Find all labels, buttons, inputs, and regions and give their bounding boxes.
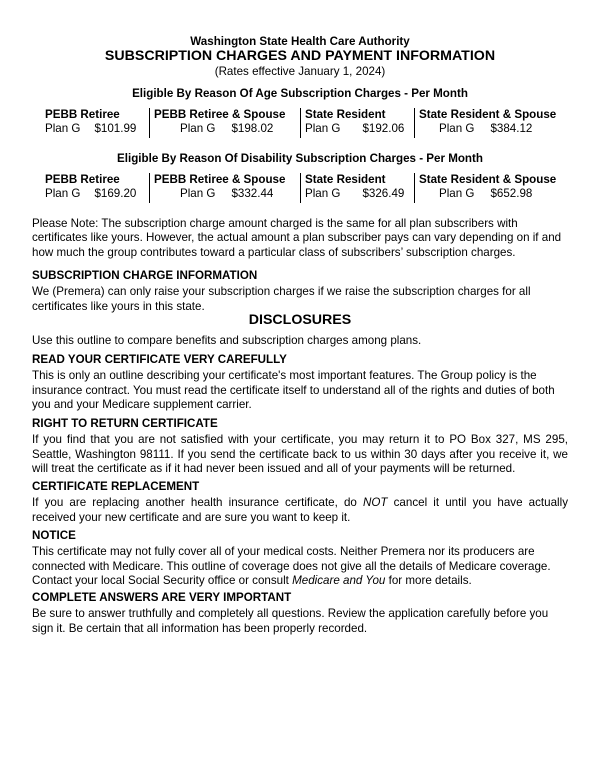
dis-col-state-resident-spouse xyxy=(414,173,569,203)
emphasis: NOT xyxy=(363,496,388,510)
section-text xyxy=(32,545,568,588)
org-name: Washington State Health Care Authority xyxy=(190,35,410,48)
age-table-heading: Eligible By Reason Of Age Subscription Charges - Per Month xyxy=(132,87,468,100)
age-col-state-resident xyxy=(300,108,413,138)
age-charges-table xyxy=(45,108,565,138)
plan-name: Plan G xyxy=(180,187,216,201)
section-right-to-return xyxy=(32,417,568,476)
rates-effective: (Rates effective January 1, 2024) xyxy=(214,65,386,78)
col-label: PEBB Retiree xyxy=(45,173,120,186)
col-label: PEBB Retiree & Spouse xyxy=(154,108,286,121)
age-col-state-resident-spouse xyxy=(414,108,569,138)
dis-col-state-resident xyxy=(300,173,413,203)
section-charge-info xyxy=(32,269,568,314)
please-note: Please Note: The subscription charge amount charged is the same for all plan subscribers with certificates like yours. However, the actual amount a plan subscriber pays can vary depending on if and how much the group contributes toward a particular class of subscribers’ subscription charges. xyxy=(32,217,562,259)
section-notice xyxy=(32,529,568,588)
price: $652.98 xyxy=(490,187,533,201)
col-label: State Resident & Spouse xyxy=(419,108,557,121)
price: $326.49 xyxy=(362,187,405,201)
section-text: We (Premera) can only raise your subscription charges if we raise the subscription charges for all certificates like yours in this state. xyxy=(32,285,531,313)
dis-col-pebb-retiree xyxy=(45,173,148,203)
dis-col-pebb-retiree-spouse xyxy=(149,173,299,203)
price: $198.02 xyxy=(231,122,274,136)
col-label: State Resident xyxy=(305,173,386,186)
section-text: Be sure to answer truthfully and completely all questions. Review the application carefully before you sign it. Be certain that all information has been properly recorded. xyxy=(32,607,549,635)
section-read-certificate xyxy=(32,353,568,412)
section-text xyxy=(32,496,568,525)
col-label: PEBB Retiree & Spouse xyxy=(154,173,286,186)
disability-charges-table xyxy=(45,173,565,203)
plan-name: Plan G xyxy=(45,187,81,201)
disability-table-heading: Eligible By Reason Of Disability Subscription Charges - Per Month xyxy=(117,152,483,165)
text: cancel it until you have actually received your new certificate and are sure you want to keep it. xyxy=(32,496,568,524)
price: $101.99 xyxy=(94,122,137,136)
section-heading: COMPLETE ANSWERS ARE VERY IMPORTANT xyxy=(32,591,292,604)
text: This certificate may not fully cover all of your medical costs. Neither Premera nor its producers are connected with Medicare. This outline of coverage does not give all the details of Medicare coverage. Contact your local Social Security office or consult xyxy=(32,545,551,587)
disclosures-title: DISCLOSURES xyxy=(248,312,352,328)
section-heading: CERTIFICATE REPLACEMENT xyxy=(32,480,200,493)
plan-name: Plan G xyxy=(305,122,341,136)
age-col-pebb-retiree-spouse xyxy=(149,108,299,138)
emphasis: Medicare and You xyxy=(292,573,386,587)
page-title: SUBSCRIPTION CHARGES AND PAYMENT INFORMATION xyxy=(104,48,496,64)
col-label: PEBB Retiree xyxy=(45,108,120,121)
text: If you are replacing another health insurance certificate, do xyxy=(32,496,364,510)
plan-name: Plan G xyxy=(180,122,216,136)
col-label: State Resident xyxy=(305,108,386,121)
price: $192.06 xyxy=(362,122,405,136)
text: for more details. xyxy=(385,573,472,587)
plan-name: Plan G xyxy=(439,187,475,201)
section-replacement xyxy=(32,480,568,525)
section-heading: READ YOUR CERTIFICATE VERY CAREFULLY xyxy=(32,353,287,366)
section-heading: SUBSCRIPTION CHARGE INFORMATION xyxy=(32,269,258,282)
section-text: This is only an outline describing your certificate's most important features. The Group policy is the insurance contract. You must read the certificate itself to understand all of the rights and duties of both you and your Medicare supplement carrier. xyxy=(32,369,555,411)
price: $384.12 xyxy=(490,122,533,136)
section-heading: NOTICE xyxy=(32,529,76,542)
age-col-pebb-retiree xyxy=(45,108,148,138)
disclosures-intro: Use this outline to compare benefits and subscription charges among plans. xyxy=(32,334,422,347)
price: $332.44 xyxy=(231,187,274,201)
section-heading: RIGHT TO RETURN CERTIFICATE xyxy=(32,417,218,430)
plan-name: Plan G xyxy=(45,122,81,136)
price: $169.20 xyxy=(94,187,137,201)
plan-name: Plan G xyxy=(439,122,475,136)
section-text: If you find that you are not satisfied with your certificate, you may return it to PO Box 327, MS 295, Seattle, Washington 98111. If you send the certificate back to us within 30 days after you receive it, we will treat the certificate as if it had never been issued and all of your payments will be returned. xyxy=(32,433,568,475)
col-label: State Resident & Spouse xyxy=(419,173,557,186)
plan-name: Plan G xyxy=(305,187,341,201)
section-complete-answers xyxy=(32,591,568,636)
